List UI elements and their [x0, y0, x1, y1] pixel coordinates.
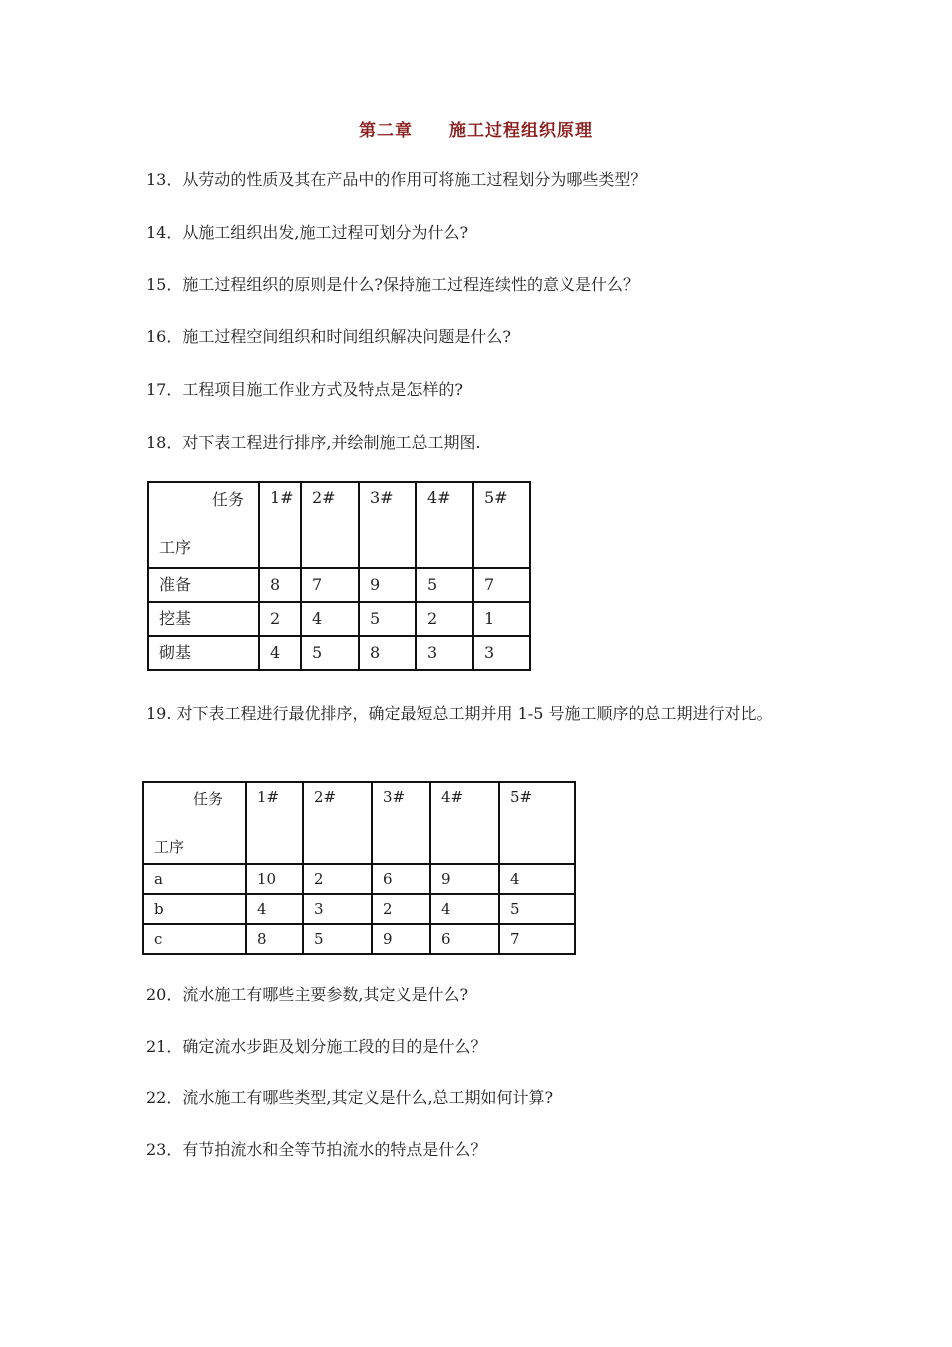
table-cell: 4: [246, 894, 303, 924]
table-cell: 7: [473, 568, 530, 602]
corner-task-label: 任务: [211, 490, 244, 509]
table-row: [143, 894, 575, 924]
table-cell: 6: [430, 924, 499, 954]
table-cell: 4: [301, 602, 359, 636]
schedule-table-1: [147, 481, 531, 671]
question-18: 18．对下表工程进行排序,并绘制施工总工期图.: [146, 433, 481, 452]
question-15: 15．施工过程组织的原则是什么?保持施工过程连续性的意义是什么？: [146, 275, 639, 294]
header-cell: 5#: [473, 482, 530, 568]
table-cell: 2: [259, 602, 301, 636]
table-cell: 3: [473, 636, 530, 670]
table-cell: 9: [372, 924, 430, 954]
table-cell: 2: [372, 894, 430, 924]
table-cell: 8: [259, 568, 301, 602]
row-label: b: [143, 894, 246, 924]
table-cell: 4: [499, 864, 575, 894]
table-cell: 5: [359, 602, 416, 636]
question-20: 20．流水施工有哪些主要参数,其定义是什么?: [146, 985, 469, 1004]
question-21: 21．确定流水步距及划分施工段的目的是什么？: [146, 1037, 487, 1056]
corner-process-label: 工序: [159, 538, 192, 557]
corner-task-label: 任务: [192, 790, 223, 808]
table-cell: 10: [246, 864, 303, 894]
table-cell: 3: [416, 636, 473, 670]
table-row: [143, 864, 575, 894]
question-19: 19. 对下表工程进行最优排序，确定最短总工期并用 1-5 号施工顺序的总工期进行对比。: [146, 704, 773, 723]
chapter-title: [0, 116, 952, 141]
header-cell: 2#: [301, 482, 359, 568]
row-label: a: [143, 864, 246, 894]
chapter-name: 施工过程组织原理: [449, 121, 593, 141]
table-row: [143, 924, 575, 954]
table-row: [148, 602, 530, 636]
corner-process-label: 工序: [154, 838, 185, 856]
table-cell: 8: [246, 924, 303, 954]
corner-cell: [143, 782, 246, 864]
question-13: 13．从劳动的性质及其在产品中的作用可将施工过程划分为哪些类型？: [146, 170, 647, 189]
table-cell: 7: [301, 568, 359, 602]
header-cell: 3#: [359, 482, 416, 568]
table-header-row: [148, 482, 530, 568]
table-cell: 2: [416, 602, 473, 636]
table-row: [148, 636, 530, 670]
header-cell: 4#: [430, 782, 499, 864]
table-cell: 3: [303, 894, 372, 924]
corner-cell: [148, 482, 259, 568]
header-cell: 4#: [416, 482, 473, 568]
table-cell: 7: [499, 924, 575, 954]
table-cell: 5: [416, 568, 473, 602]
question-16: 16．施工过程空间组织和时间组织解决问题是什么?: [146, 327, 511, 346]
chapter-number: 第二章: [359, 121, 413, 141]
header-cell: 3#: [372, 782, 430, 864]
table-cell: 5: [301, 636, 359, 670]
table-cell: 1: [473, 602, 530, 636]
row-label: c: [143, 924, 246, 954]
question-17: 17．工程项目施工作业方式及特点是怎样的?: [146, 380, 463, 399]
header-cell: 1#: [246, 782, 303, 864]
question-22: 22．流水施工有哪些类型,其定义是什么,总工期如何计算?: [146, 1088, 554, 1107]
table-cell: 9: [359, 568, 416, 602]
table-cell: 4: [259, 636, 301, 670]
table-cell: 4: [430, 894, 499, 924]
header-cell: 1#: [259, 482, 301, 568]
header-cell: 2#: [303, 782, 372, 864]
row-label: 挖基: [148, 602, 259, 636]
row-label: 砌基: [148, 636, 259, 670]
question-23: 23．有节拍流水和全等节拍流水的特点是什么？: [146, 1140, 487, 1159]
table-cell: 5: [499, 894, 575, 924]
table-header-row: [143, 782, 575, 864]
schedule-table-2: [142, 781, 576, 955]
table-cell: 8: [359, 636, 416, 670]
table-row: [148, 568, 530, 602]
table-cell: 6: [372, 864, 430, 894]
question-14: 14．从施工组织出发,施工过程可划分为什么?: [146, 223, 469, 242]
header-cell: 5#: [499, 782, 575, 864]
row-label: 准备: [148, 568, 259, 602]
table-cell: 9: [430, 864, 499, 894]
table-cell: 5: [303, 924, 372, 954]
table-cell: 2: [303, 864, 372, 894]
